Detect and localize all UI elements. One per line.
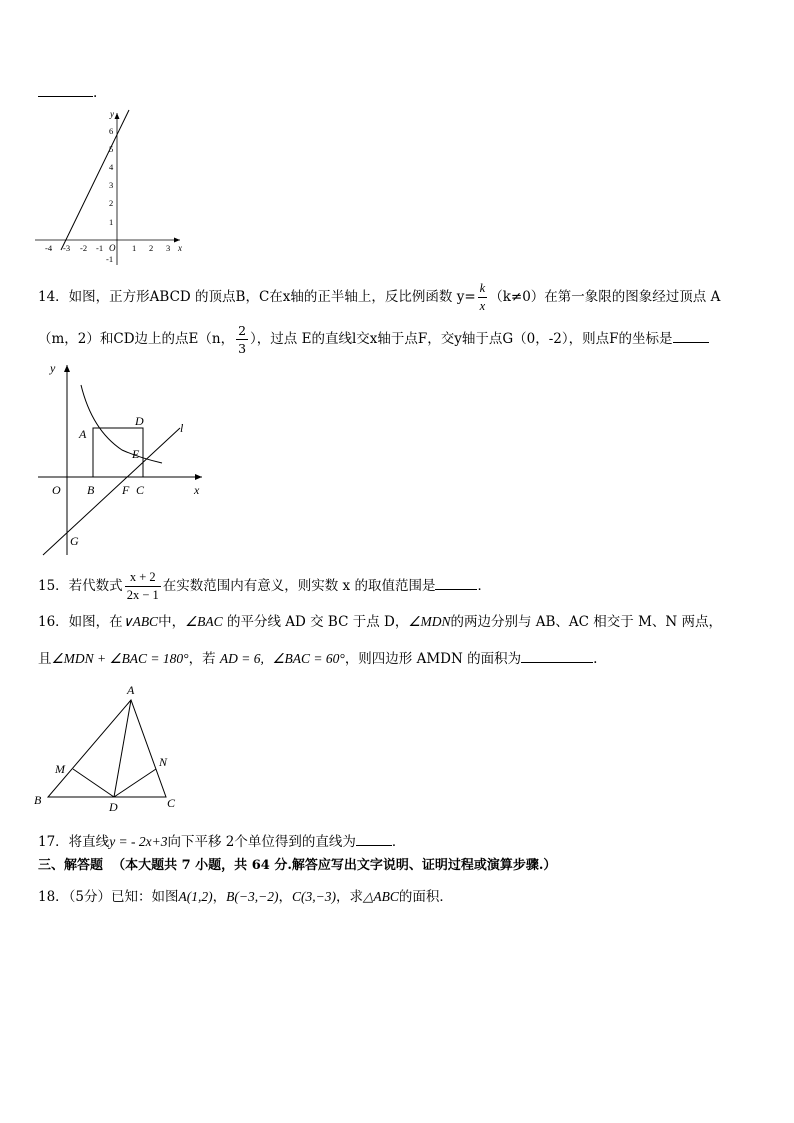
label-d: D	[135, 414, 144, 428]
y-tick-label: 5	[109, 144, 114, 154]
label-c: C	[136, 483, 145, 497]
x-axis-arrow	[174, 238, 180, 243]
label-o: O	[52, 483, 61, 497]
q14-fraction-2: $\frac{2}{3}$	[238, 323, 247, 356]
label-m: M	[55, 762, 65, 776]
section-3-header: 三、解答题 （本大题共 7 小题，共 64 分.解答应写出文字说明、证明过程或演算步骤.）	[38, 858, 557, 873]
y-tick-label: 4	[109, 162, 114, 172]
label-g: G	[70, 534, 79, 548]
q15: 15．若代数式 $\frac{x + 2}{2x - 1}$ 在实数范围内有意义，则实数 x 的取值范围是 ．	[38, 570, 491, 602]
label-f: F	[122, 483, 130, 497]
y-axis-arrow	[64, 365, 70, 372]
x-axis-arrow	[195, 474, 202, 480]
segment-ad	[114, 700, 131, 797]
label-e: E	[132, 447, 140, 461]
graph-line	[61, 110, 129, 250]
segment-dn	[114, 769, 156, 797]
label-b: B	[34, 793, 42, 807]
y-tick-label: 3	[109, 180, 114, 190]
figure-q14	[30, 355, 220, 560]
label-a: A	[79, 427, 87, 441]
segment-md	[73, 769, 114, 797]
label-c: C	[167, 796, 176, 810]
x-tick-label: -1	[96, 243, 104, 253]
graph-q13	[30, 105, 190, 270]
label-x: x	[194, 483, 200, 497]
y-axis-label: y	[110, 109, 114, 119]
label-a: A	[127, 683, 135, 697]
x-tick-label: 3	[166, 243, 171, 253]
answer-blank	[435, 575, 477, 590]
q14-line2: （m，2）和CD边上的点E（n， $\frac{2}{3}$ ），过点 E的直线l交x轴于点F，交y轴于点G（0，-2），则点F的坐标是	[38, 322, 709, 357]
label-b: B	[87, 483, 95, 497]
x-tick-label: -2	[80, 243, 88, 253]
figure-q16	[30, 680, 190, 815]
triangle-abc	[48, 700, 166, 797]
x-tick-label: 1	[132, 243, 137, 253]
origin-label: O	[109, 243, 116, 253]
label-n: N	[159, 755, 168, 769]
answer-blank	[38, 82, 93, 97]
q14-fraction: $\frac{k}{x}$	[479, 281, 486, 313]
label-d: D	[109, 800, 118, 814]
answer-blank	[673, 328, 709, 343]
answer-blank	[356, 831, 392, 846]
y-tick-label: 6	[109, 126, 114, 136]
q18: 18．（5分）已知：如图A(1,2)，B(−3,−2)，C(3,−3)，求△ABC的面积．	[38, 889, 453, 905]
q17: 17．将直线y = - 2x+3向下平移 2个单位得到的直线为 ．	[38, 831, 405, 852]
q16-line2: 且∠MDN + ∠BAC = 180°，若 AD = 6, ∠BAC = 60°，则四边形 AMDN 的面积为 .	[38, 648, 597, 669]
line-l	[43, 428, 180, 555]
q14-line1: 14．如图，正方形ABCD 的顶点B，C在x轴的正半轴上，反比例函数 y= $\frac{k}{x}$ （k≠0）在第一象限的图象经过顶点 A	[38, 281, 721, 313]
label-l: l	[180, 421, 184, 435]
y-axis-arrow	[115, 113, 120, 119]
y-tick-label: 1	[109, 217, 114, 227]
answer-blank	[521, 648, 593, 663]
y-tick-label: 2	[109, 198, 114, 208]
q16-line1: 16．如图，在∨ABC中，∠BAC 的平分线 AD 交 BC 于点 D，∠MDN的两边分别与 AB、AC 相交于 M、N 两点，	[38, 614, 723, 630]
q15-fraction: $\frac{x + 2}{2x - 1}$	[126, 570, 159, 602]
y-tick-label: -1	[106, 254, 114, 264]
top-fragment: .	[38, 82, 97, 103]
x-tick-label: -3	[63, 243, 71, 253]
x-tick-label: -4	[45, 243, 53, 253]
x-axis-label: x	[178, 243, 182, 253]
label-y: y	[50, 361, 56, 375]
x-tick-label: 2	[149, 243, 154, 253]
